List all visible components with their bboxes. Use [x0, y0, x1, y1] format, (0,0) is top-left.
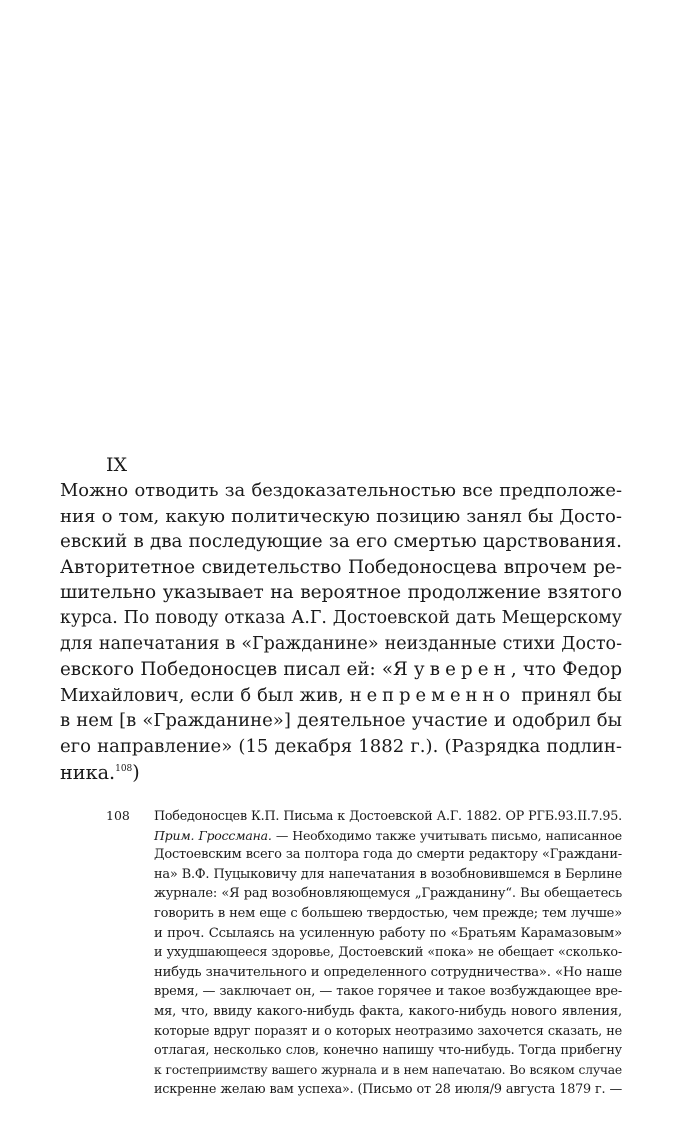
main-line: курса. По поводу отказа А.Г. Достоевской дать Мещерскому: [60, 607, 622, 628]
line-text: — Необходимо также учитывать письмо, написанное: [271, 827, 622, 843]
line-text: ника.: [60, 760, 116, 784]
line-text: Михайлович, если б был жив,: [60, 684, 344, 706]
footnote-line: [154, 826, 622, 846]
footnote-number: 108: [106, 808, 130, 823]
quote-suffix: , что Федор: [510, 659, 622, 681]
footnote-line: Победоносцев К.П. Письма к Достоевской А.Г. 1882. ОР РГБ.93.II.7.95.: [154, 808, 622, 823]
main-line: в нем [в «Гражданине»] деятельное участие и одобрил бы: [60, 710, 622, 732]
footnote-line: нибудь значительного и определенного сотрудничества». «Но наше: [154, 964, 622, 980]
spaced-emphasis: непременно: [349, 684, 516, 706]
footnote-line: и ухудшающееся здоровье, Достоевский «пока» не обещает «сколько-: [154, 945, 622, 961]
quote-prefix: евского Победоносцев писал ей: «Я: [60, 659, 414, 681]
line-text: принял бы: [521, 684, 622, 706]
spaced-emphasis: уверен: [413, 659, 511, 681]
footnote-line: которые вдруг поразят и о которых неотразимо захочется сказать, не: [154, 1023, 622, 1039]
footnote-text: [154, 806, 622, 1100]
footnote-line: отлагая, несколько слов, конечно напишу что-нибудь. Тогда прибегну: [154, 1043, 622, 1059]
main-line-emphasis: [60, 683, 622, 709]
main-line: его направление» (15 декабря 1882 г.). (Разрядка подлин-: [60, 735, 622, 757]
footnote-line: журнале: «Я рад возобновляющемуся „Гражданину“. Вы обещаетесь: [154, 886, 622, 902]
main-line: евский в два последующие за его смертью царствования.: [60, 531, 622, 553]
footnote-line: к гостеприимству вашего журнала и в нем напечатаю. Во всяком случае: [154, 1062, 622, 1077]
main-line: ния о том, какую политическую позицию занял бы Досто-: [60, 505, 622, 527]
footnote-line: и проч. Ссылаясь на усиленную работу по «Братьям Карамазовым»: [154, 925, 622, 941]
main-line: Авторитетное свидетельство Победоносцева впрочем ре-: [60, 556, 622, 578]
main-paragraph: [60, 478, 622, 785]
main-line-last: [60, 760, 622, 786]
chapter-number: IX: [106, 454, 128, 476]
footnote-line: говорить в нем еще с большею твердостью, чем прежде; тем лучше»: [154, 905, 622, 921]
italic-note: Прим. Гроссмана.: [154, 827, 272, 843]
footnote-reference[interactable]: 108: [115, 763, 133, 774]
line-text: ): [132, 760, 140, 784]
footnote-line: время, — заключает он, — такое горячее и такое возбуждающее вре-: [154, 984, 622, 1000]
footnote-line: искренне желаю вам успеха». (Письмо от 28 июля/9 августа 1879 г. —: [154, 1082, 622, 1098]
main-line: для напечатания в «Гражданине» неизданные стихи Досто-: [60, 633, 622, 654]
main-line: шительно указывает на вероятное продолжение взятого: [60, 582, 622, 604]
footnote-line: Достоевским всего за полтора года до смерти редактору «Граждани-: [154, 847, 622, 863]
footnote-line: мя, что, ввиду какого-нибудь факта, какого-нибудь нового явления,: [154, 1003, 622, 1019]
main-line-quote: [60, 657, 622, 683]
main-line: Можно отводить за бездоказательностью все предположе-: [60, 480, 622, 501]
footnote-line: на» В.Ф. Пуцыковичу для напечатания в возобновившемся в Берлине: [154, 866, 622, 882]
